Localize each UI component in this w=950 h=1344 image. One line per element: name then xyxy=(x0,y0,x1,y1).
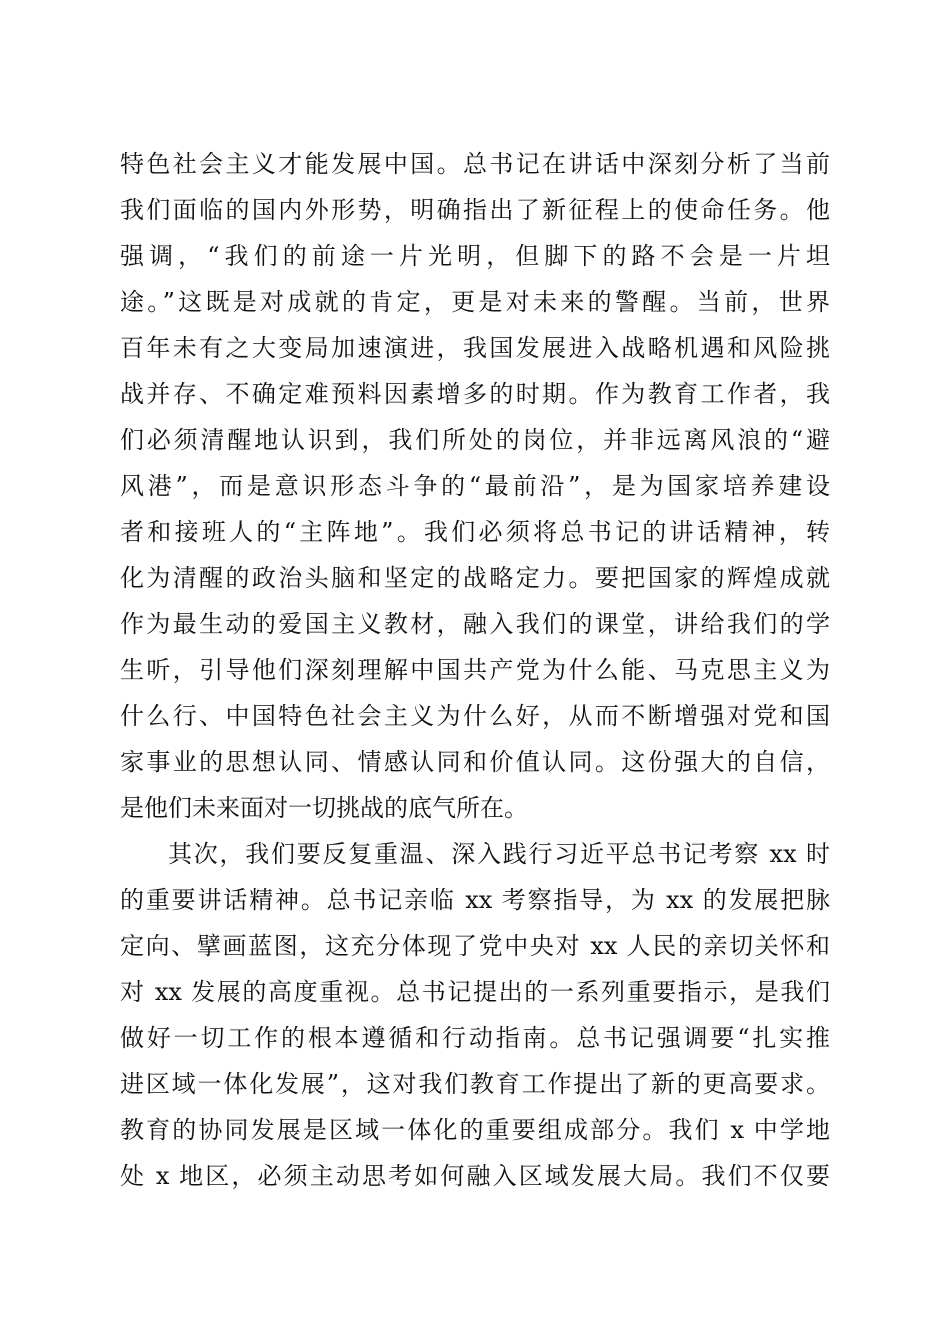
text-line: 风港”，而是意识形态斗争的“最前沿”，是为国家培养建设 xyxy=(120,472,830,500)
text-line: 其次，我们要反复重温、深入践行习近平总书记考察 xx 时 xyxy=(168,840,830,868)
text-line: 途。”这既是对成就的肯定，更是对未来的警醒。当前，世界 xyxy=(120,288,830,316)
text-line: 进区域一体化发展”，这对我们教育工作提出了新的更高要求。 xyxy=(120,1070,830,1098)
text-line: 定向、擘画蓝图，这充分体现了党中央对 xx 人民的亲切关怀和 xyxy=(120,932,830,960)
text-line: 百年未有之大变局加速演进，我国发展进入战略机遇和风险挑 xyxy=(120,334,830,362)
text-line: 强调，“我们的前途一片光明，但脚下的路不会是一片坦 xyxy=(120,242,830,270)
text-line: 什么行、中国特色社会主义为什么好，从而不断增强对党和国 xyxy=(120,702,830,730)
text-line: 们必须清醒地认识到，我们所处的岗位，并非远离风浪的“避 xyxy=(120,426,830,454)
text-line: 生听，引导他们深刻理解中国共产党为什么能、马克思主义为 xyxy=(120,656,830,684)
text-line: 教育的协同发展是区域一体化的重要组成部分。我们 x 中学地 xyxy=(120,1116,830,1144)
text-line: 是他们未来面对一切挑战的底气所在。 xyxy=(120,794,528,822)
text-line: 做好一切工作的根本遵循和行动指南。总书记强调要“扎实推 xyxy=(120,1024,830,1052)
text-line: 对 xx 发展的高度重视。总书记提出的一系列重要指示，是我们 xyxy=(120,978,830,1006)
text-line: 者和接班人的“主阵地”。我们必须将总书记的讲话精神，转 xyxy=(120,518,830,546)
text-line: 处 x 地区，必须主动思考如何融入区域发展大局。我们不仅要 xyxy=(120,1162,830,1190)
text-line: 特色社会主义才能发展中国。总书记在讲话中深刻分析了当前 xyxy=(120,150,830,178)
text-line: 我们面临的国内外形势，明确指出了新征程上的使命任务。他 xyxy=(120,196,830,224)
text-line: 作为最生动的爱国主义教材，融入我们的课堂，讲给我们的学 xyxy=(120,610,830,638)
text-line: 的重要讲话精神。总书记亲临 xx 考察指导，为 xx 的发展把脉 xyxy=(120,886,830,914)
text-line: 家事业的思想认同、情感认同和价值认同。这份强大的自信， xyxy=(120,748,830,776)
text-line: 战并存、不确定难预料因素增多的时期。作为教育工作者，我 xyxy=(120,380,830,408)
text-line: 化为清醒的政治头脑和坚定的战略定力。要把国家的辉煌成就 xyxy=(120,564,830,592)
